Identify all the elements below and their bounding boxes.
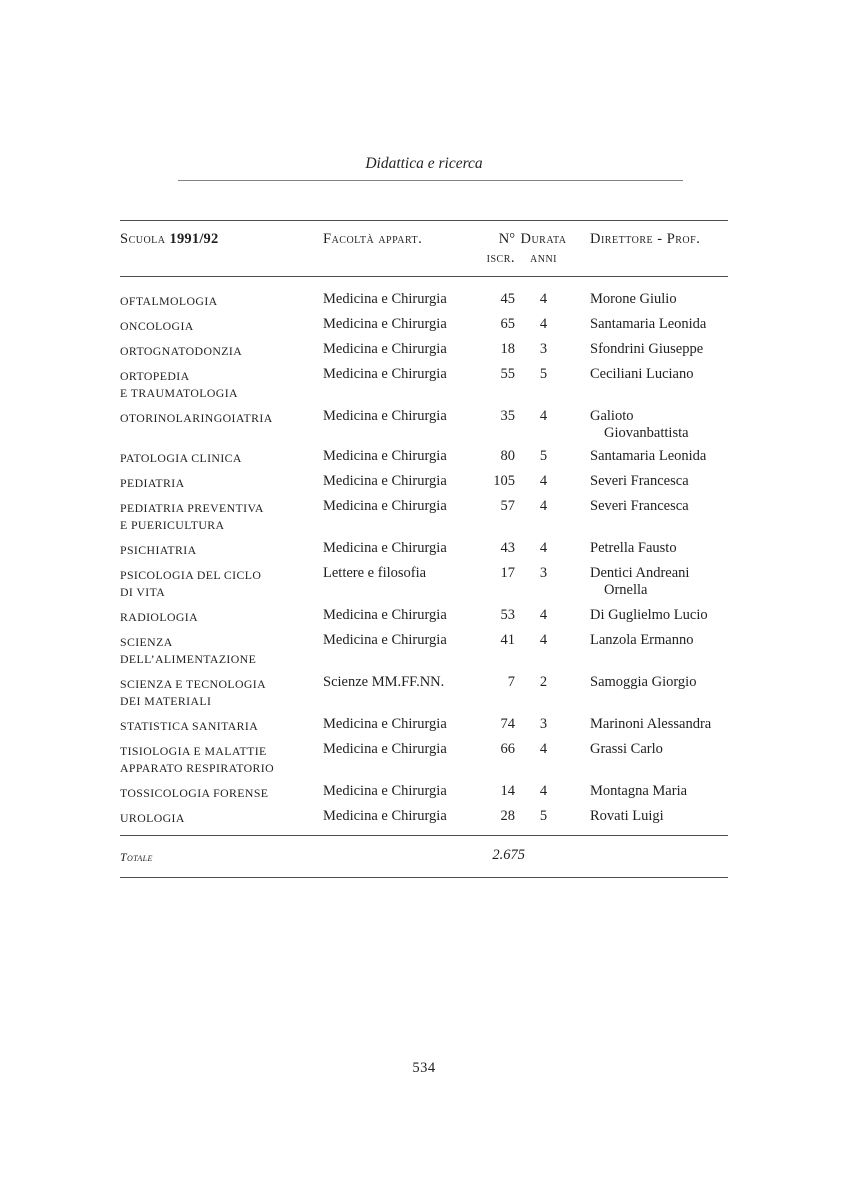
text-line: SCIENZA E TECNOLOGIA	[120, 677, 267, 691]
text-line: Santamaria Leonida	[590, 316, 707, 332]
text-line: DELL’ALIMENTAZIONE	[120, 652, 257, 666]
total-label: Totale	[120, 850, 153, 864]
text-line: Petrella Fausto	[590, 540, 677, 556]
enrolled-count-cell: 55	[500, 366, 515, 382]
director-name-cell	[572, 741, 728, 758]
director-name-cell	[572, 448, 728, 465]
text-line: Severi Francesca	[590, 498, 689, 514]
text-line: ORTOGNATODONZIA	[120, 344, 243, 358]
duration-years-cell: 4	[539, 607, 548, 623]
table-row	[120, 607, 728, 626]
director-name-cell	[572, 408, 728, 442]
text-line: Ceciliani Luciano	[590, 366, 694, 382]
enrolled-count-cell: 7	[507, 674, 515, 690]
text-line: E PUERICULTURA	[120, 518, 225, 532]
director-name-cell	[572, 565, 728, 599]
enrolled-count-cell: 65	[500, 316, 515, 332]
duration-years-cell: 4	[539, 291, 548, 307]
table-row	[120, 473, 728, 492]
text-line: Di Guglielmo Lucio	[590, 607, 708, 623]
table-row	[120, 716, 728, 735]
duration-years-cell: 4	[539, 783, 548, 799]
school-name-cell	[120, 674, 323, 710]
enrolled-count-cell: 17	[500, 565, 515, 581]
school-name-cell	[120, 291, 323, 310]
text-line: Morone Giulio	[590, 291, 677, 307]
text-line: TISIOLOGIA E MALATTIE	[120, 744, 267, 758]
text-line: Samoggia Giorgio	[590, 674, 697, 690]
text-line: Montagna Maria	[590, 783, 688, 799]
total-bottom-rule	[120, 877, 728, 878]
enrolled-count-cell: 14	[500, 783, 515, 799]
text-line: OTORINOLARINGOIATRIA	[120, 411, 273, 425]
text-line: Santamaria Leonida	[590, 448, 707, 464]
text-line: Severi Francesca	[590, 473, 689, 489]
school-name-cell	[120, 716, 323, 735]
director-name-cell	[572, 632, 728, 649]
director-name-cell	[572, 498, 728, 515]
duration-years-cell: 4	[539, 632, 548, 648]
director-name-cell	[572, 716, 728, 733]
table-row	[120, 341, 728, 360]
faculty-cell: Medicina e Chirurgia	[323, 291, 447, 307]
table-body	[120, 277, 728, 835]
director-name-cell	[572, 540, 728, 557]
text-line: Grassi Carlo	[590, 741, 663, 757]
director-name-cell	[572, 808, 728, 825]
column-header-school	[120, 230, 323, 249]
column-header-duration-line1: Durata	[520, 231, 567, 247]
faculty-cell: Medicina e Chirurgia	[323, 716, 447, 732]
faculty-cell: Medicina e Chirurgia	[323, 540, 447, 556]
director-name-cell	[572, 316, 728, 333]
school-name-cell	[120, 366, 323, 402]
enrolled-count-cell: 53	[500, 607, 515, 623]
table-row	[120, 565, 728, 601]
text-line: DEI MATERIALI	[120, 694, 212, 708]
duration-years-cell: 5	[539, 366, 548, 382]
table-row	[120, 674, 728, 710]
enrolled-count-cell: 74	[500, 716, 515, 732]
text-line: Galioto	[590, 408, 634, 424]
enrolled-count-cell: 43	[500, 540, 515, 556]
school-name-cell	[120, 565, 323, 601]
table-row	[120, 808, 728, 827]
school-name-cell	[120, 540, 323, 559]
enrolled-count-cell: 45	[500, 291, 515, 307]
director-name-cell	[572, 674, 728, 691]
table-row	[120, 540, 728, 559]
enrolled-count-cell: 57	[500, 498, 515, 514]
school-name-cell	[120, 607, 323, 626]
text-line: ORTOPEDIA	[120, 369, 190, 383]
faculty-cell: Medicina e Chirurgia	[323, 473, 447, 489]
director-name-cell	[572, 366, 728, 383]
table-row	[120, 741, 728, 777]
text-line: DI VITA	[120, 585, 166, 599]
column-header-enrolled-line2: iscr.	[486, 250, 515, 266]
enrolled-count-cell: 80	[500, 448, 515, 464]
text-line: APPARATO RESPIRATORIO	[120, 761, 275, 775]
director-name-cell	[572, 341, 728, 358]
duration-years-cell: 3	[539, 565, 548, 581]
column-header-faculty: Facoltà appart.	[323, 231, 423, 247]
running-head	[120, 154, 728, 181]
text-line: STATISTICA SANITARIA	[120, 719, 259, 733]
duration-years-cell: 3	[539, 341, 548, 357]
text-line: Sfondrini Giuseppe	[590, 341, 704, 357]
enrolled-count-cell: 105	[493, 473, 515, 489]
director-name-cell	[572, 607, 728, 624]
enrolled-count-cell: 35	[500, 408, 515, 424]
faculty-cell: Medicina e Chirurgia	[323, 366, 447, 382]
table-row	[120, 448, 728, 467]
faculty-cell: Medicina e Chirurgia	[323, 408, 447, 424]
text-line: SCIENZA	[120, 635, 173, 649]
running-head-rule	[178, 180, 683, 181]
table-row	[120, 408, 728, 442]
duration-years-cell: 3	[539, 716, 548, 732]
faculty-cell: Medicina e Chirurgia	[323, 341, 447, 357]
duration-years-cell: 4	[539, 741, 548, 757]
text-line: PEDIATRIA PREVENTIVA	[120, 501, 264, 515]
table-row	[120, 498, 728, 534]
duration-years-cell: 4	[539, 473, 548, 489]
column-header-enrolled-line1: N°	[498, 231, 515, 247]
duration-years-cell: 4	[539, 316, 548, 332]
school-name-cell	[120, 783, 323, 802]
total-row	[120, 836, 728, 877]
faculty-cell: Medicina e Chirurgia	[323, 316, 447, 332]
school-name-cell	[120, 498, 323, 534]
text-line: Lanzola Ermanno	[590, 632, 694, 648]
schools-table	[120, 220, 728, 878]
duration-years-cell: 5	[539, 448, 548, 464]
duration-years-cell: 5	[539, 808, 548, 824]
enrolled-count-cell: 18	[500, 341, 515, 357]
text-line: Giovanbattista	[604, 425, 689, 441]
faculty-cell: Lettere e filosofia	[323, 565, 427, 581]
faculty-cell: Medicina e Chirurgia	[323, 808, 447, 824]
school-name-cell	[120, 408, 323, 427]
column-header-enrolled	[460, 230, 515, 268]
faculty-cell: Medicina e Chirurgia	[323, 783, 447, 799]
school-name-cell	[120, 632, 323, 668]
duration-years-cell: 4	[539, 498, 548, 514]
page-number: 534	[412, 1060, 436, 1076]
text-line: E TRAUMATOLOGIA	[120, 386, 238, 400]
table-row	[120, 783, 728, 802]
duration-years-cell: 2	[539, 674, 548, 690]
running-head-title: Didattica e ricerca	[365, 155, 483, 172]
column-header-duration-line2: anni	[530, 250, 557, 266]
column-header-duration	[515, 230, 572, 268]
school-name-cell	[120, 741, 323, 777]
table-row	[120, 316, 728, 335]
school-name-cell	[120, 316, 323, 335]
duration-years-cell: 4	[539, 408, 548, 424]
text-line: UROLOGIA	[120, 811, 185, 825]
document-page	[120, 0, 728, 1077]
text-line: PSICOLOGIA DEL CICLO	[120, 568, 262, 582]
school-name-cell	[120, 341, 323, 360]
faculty-cell: Medicina e Chirurgia	[323, 741, 447, 757]
text-line: Marinoni Alessandra	[590, 716, 712, 732]
text-line: Rovati Luigi	[590, 808, 664, 824]
enrolled-count-cell: 66	[500, 741, 515, 757]
director-name-cell	[572, 291, 728, 308]
text-line: PEDIATRIA	[120, 476, 185, 490]
table-row	[120, 366, 728, 402]
school-name-cell	[120, 808, 323, 827]
table-row	[120, 632, 728, 668]
total-value: 2.675	[492, 847, 525, 863]
duration-years-cell: 4	[539, 540, 548, 556]
faculty-cell: Medicina e Chirurgia	[323, 607, 447, 623]
director-name-cell	[572, 473, 728, 490]
enrolled-count-cell: 41	[500, 632, 515, 648]
text-line: OFTALMOLOGIA	[120, 294, 218, 308]
faculty-cell: Scienze MM.FF.NN.	[323, 674, 445, 690]
text-line: ONCOLOGIA	[120, 319, 194, 333]
text-line: PATOLOGIA CLINICA	[120, 451, 242, 465]
column-header-school-year: 1991/92	[169, 231, 219, 247]
school-name-cell	[120, 473, 323, 492]
text-line: RADIOLOGIA	[120, 610, 199, 624]
text-line: TOSSICOLOGIA FORENSE	[120, 786, 269, 800]
faculty-cell: Medicina e Chirurgia	[323, 632, 447, 648]
table-header-row	[120, 221, 728, 276]
director-name-cell	[572, 783, 728, 800]
column-header-school-label: Scuola	[120, 231, 166, 247]
text-line: PSICHIATRIA	[120, 543, 197, 557]
column-header-director: Direttore - Prof.	[590, 231, 701, 247]
text-line: Ornella	[604, 582, 648, 598]
table-row	[120, 291, 728, 310]
enrolled-count-cell: 28	[500, 808, 515, 824]
faculty-cell: Medicina e Chirurgia	[323, 498, 447, 514]
school-name-cell	[120, 448, 323, 467]
faculty-cell: Medicina e Chirurgia	[323, 448, 447, 464]
text-line: Dentici Andreani	[590, 565, 690, 581]
